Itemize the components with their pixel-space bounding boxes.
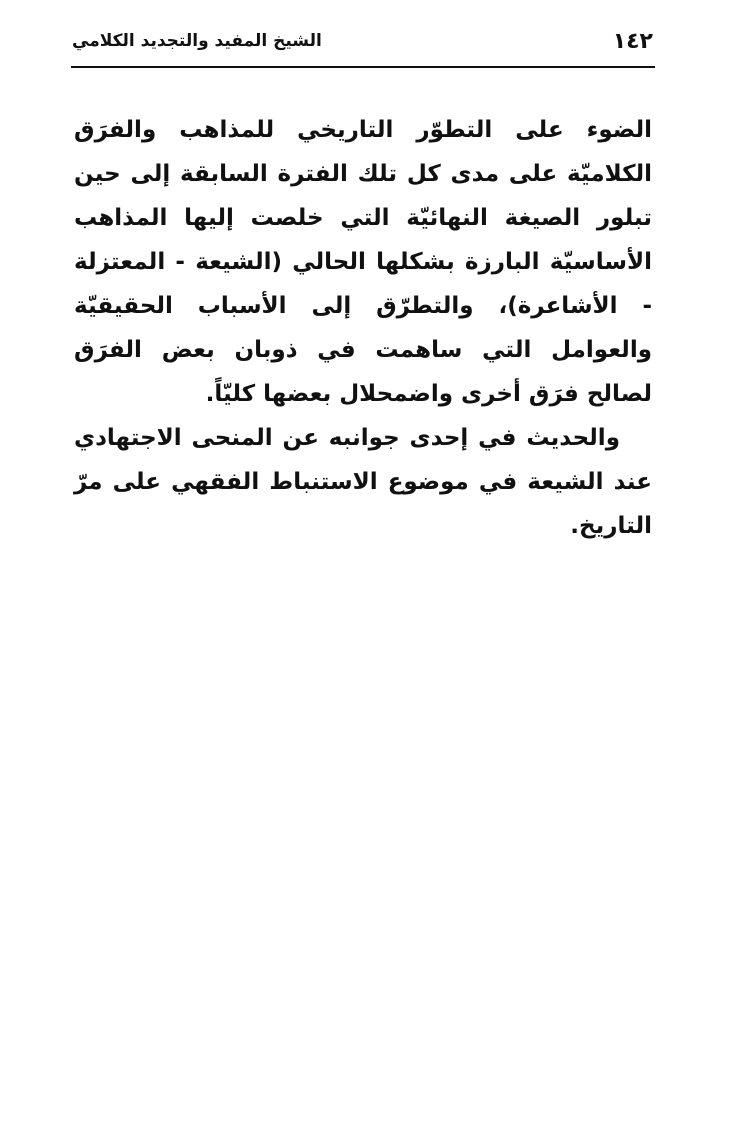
paragraph-1: الضوء على التطوّر التاريخي للمذاهب والفرَق الكلاميّة على مدى كل تلك الفترة السابقة إلى حين تبلور الصيغة النهائيّة التي خلصت إليها المذاهب الأساسيّة البارزة بشكلها الحالي (الشيعة - المعتزلة - الأشاعرة)، والتطرّق إلى الأسباب الحقيقيّة والعوامل التي ساهمت في ذوبان بعض الفرَق لصالح فرَق أخرى واضمحلال بعضها كليّاً. — [74, 117, 652, 407]
page-number: ١٤٢ — [612, 29, 653, 54]
page-body — [74, 108, 652, 548]
running-head — [72, 28, 653, 62]
paragraph-2: والحديث في إحدى جوانبه عن المنحى الاجتهادي عند الشيعة في موضوع الاستنباط الفقهي على مرّ التاريخ. — [74, 425, 652, 539]
header-divider — [71, 66, 655, 68]
running-title: الشيخ المفيد والتجديد الكلامي — [72, 31, 322, 51]
